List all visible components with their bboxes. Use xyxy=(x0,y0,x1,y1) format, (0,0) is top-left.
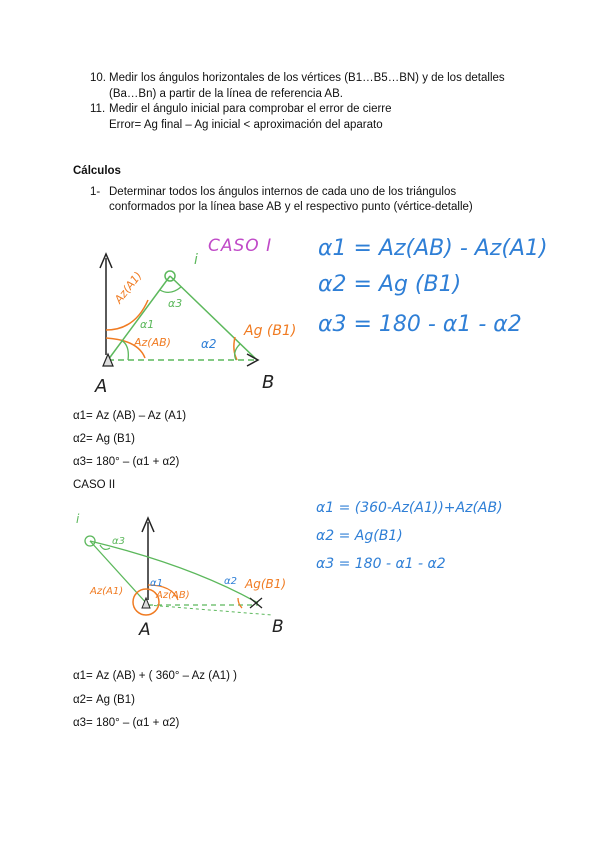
caso2-label-alpha3: α3 xyxy=(112,536,125,547)
caso1-point-a: A xyxy=(95,376,108,397)
caso1-handwritten-title: CASO I xyxy=(208,236,273,256)
caso1-label-az-a1: Az(A1) xyxy=(112,269,145,307)
step-text: Medir los ángulos horizontales de los vértices (B1…B5…BN) y de los detalles xyxy=(109,72,505,84)
item-text: conformados por la línea base AB y el respectivo punto (vértice-detalle) xyxy=(109,201,473,213)
caso2-equation-2: α2 = Ag(B1) xyxy=(316,528,403,544)
caso1-point-b: B xyxy=(262,372,275,393)
caso2-point-i: i xyxy=(76,512,80,526)
step-text: Medir el ángulo inicial para comprobar el error de cierre xyxy=(109,103,392,115)
caso2-label-az-a1: Az(A1) xyxy=(90,586,124,597)
caso2-point-b: B xyxy=(272,617,284,637)
caso1-label-alpha1: α1 xyxy=(140,318,155,331)
caso2-formula-1: α1= Az (AB) + ( 360° – Az (A1) ) xyxy=(73,670,238,682)
caso1-equation-2: α2 = Ag (B1) xyxy=(318,272,462,297)
item-text: Determinar todos los ángulos internos de cada uno de los triángulos xyxy=(109,186,457,198)
item-number: 1- xyxy=(90,186,101,198)
caso2-point-a: A xyxy=(139,620,151,640)
caso2-label-ag-b1: Ag(B1) xyxy=(245,577,287,591)
caso1-equation-1: α1 = Az(AB) - Az(A1) xyxy=(318,236,548,261)
ag-b1-arc xyxy=(238,598,242,608)
caso1-label-az-ab: Az(AB) xyxy=(134,336,171,349)
caso2-title: CASO II xyxy=(73,479,116,491)
caso2-formula-3: α3= 180° – (α1 + α2) xyxy=(73,717,180,729)
caso1-formula-2: α2= Ag (B1) xyxy=(73,433,135,445)
caso2-equation-3: α3 = 180 - α1 - α2 xyxy=(316,556,446,572)
caso2-label-alpha1: α1 xyxy=(150,578,163,589)
caso1-point-i: i xyxy=(194,252,198,268)
step-text: Error= Ag final – Ag inicial < aproximación del aparato xyxy=(109,119,383,131)
caso1-label-alpha3: α3 xyxy=(168,297,183,310)
caso1-formula-3: α3= 180° – (α1 + α2) xyxy=(73,456,180,468)
caso1-label-alpha2: α2 xyxy=(201,337,217,351)
section-heading: Cálculos xyxy=(73,165,121,177)
step-text: (Ba…Bn) a partir de la línea de referencia AB. xyxy=(109,88,343,100)
caso1-equation-3: α3 = 180 - α1 - α2 xyxy=(318,312,522,337)
caso2-label-az-ab: Az(AB) xyxy=(156,590,190,601)
extension-ab xyxy=(148,605,272,615)
arrow-to-b xyxy=(250,598,262,608)
caso2-equation-1: α1 = (360-Az(A1))+Az(AB) xyxy=(316,500,503,516)
caso1-label-ag-b1: Ag (B1) xyxy=(244,323,297,339)
step-number: 11. xyxy=(90,103,106,115)
caso1-formula-1: α1= Az (AB) – Az (A1) xyxy=(73,410,187,422)
caso2-label-alpha2: α2 xyxy=(224,576,237,587)
step-number: 10. xyxy=(90,72,106,84)
caso2-formula-2: α2= Ag (B1) xyxy=(73,694,135,706)
